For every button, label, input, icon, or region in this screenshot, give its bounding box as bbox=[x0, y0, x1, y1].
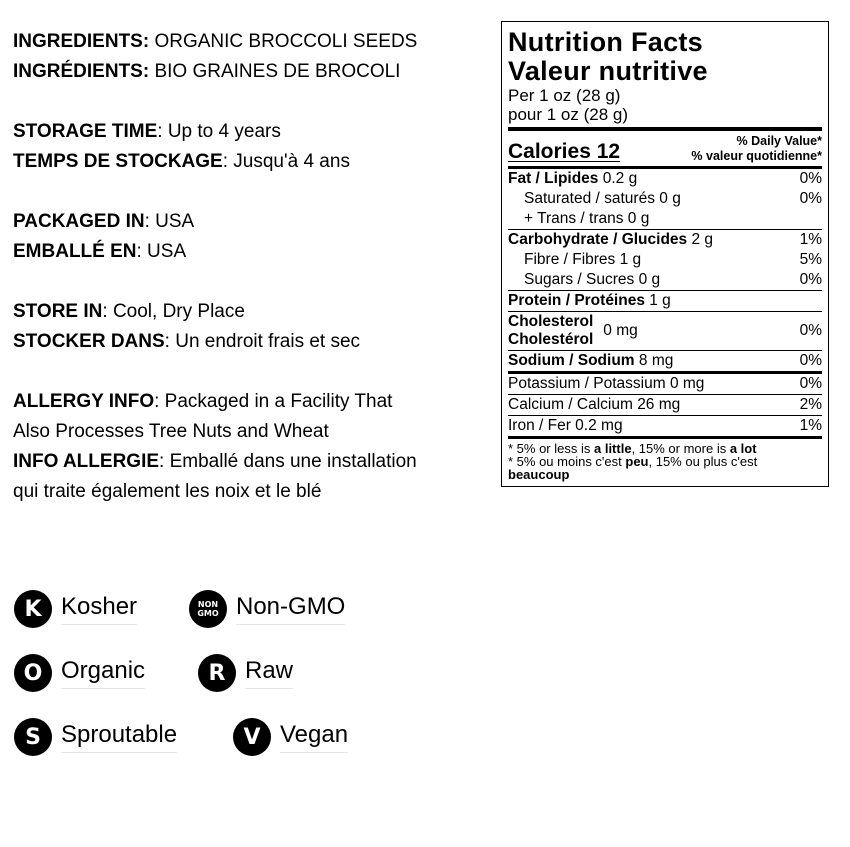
protein-row: Protein / Protéines 1 g bbox=[508, 292, 671, 309]
badge-label: Non-GMO bbox=[236, 593, 345, 625]
badge-non-gmo bbox=[189, 590, 345, 628]
allergy-block bbox=[13, 387, 483, 507]
iron-row: Iron / Fer 0.2 mg 1% bbox=[508, 417, 822, 434]
storage-label: STORAGE TIME bbox=[13, 121, 158, 142]
footnote-en: * 5% or less is a little, 15% or more is a lot bbox=[508, 441, 757, 456]
ingredients-value: ORGANIC BROCCOLI SEEDS bbox=[149, 31, 418, 52]
packaged-label: PACKAGED IN bbox=[13, 211, 145, 232]
badge-kosher bbox=[14, 590, 137, 628]
store-label: STORE IN bbox=[13, 301, 103, 322]
serving-size-en: Per 1 oz (28 g) bbox=[508, 86, 621, 105]
sugars-row: Sugars / Sucres 0 g 0% bbox=[524, 271, 822, 288]
storage-value: : Up to 4 years bbox=[157, 121, 281, 142]
packaged-value: : USA bbox=[144, 211, 195, 232]
badge-label: Raw bbox=[245, 657, 293, 689]
calcium-row: Calcium / Calcium 26 mg 2% bbox=[508, 396, 822, 413]
badge-sproutable bbox=[14, 718, 177, 756]
storage-fr-value: : Jusqu'à 4 ans bbox=[222, 151, 350, 172]
serving-size-fr: pour 1 oz (28 g) bbox=[508, 105, 629, 124]
raw-icon: R bbox=[198, 654, 236, 692]
carbohydrate-row: Carbohydrate / Glucides 2 g 1% bbox=[508, 231, 822, 248]
badge-label: Sproutable bbox=[61, 721, 177, 753]
store-block bbox=[13, 297, 483, 357]
allergy-fr-label: INFO ALLERGIE bbox=[13, 451, 160, 472]
allergy-value-1: : Packaged in a Facility That bbox=[154, 391, 393, 412]
saturated-row: Saturated / saturés 0 g 0% bbox=[524, 190, 822, 207]
allergy-fr-value-2: qui traite également les noix et le blé bbox=[13, 481, 322, 502]
badge-organic bbox=[14, 654, 145, 692]
storage-block bbox=[13, 117, 483, 177]
vegan-icon: V bbox=[233, 718, 271, 756]
packaged-fr-label: EMBALLÉ EN bbox=[13, 241, 137, 262]
nutrition-title-en: Nutrition Facts bbox=[508, 27, 704, 57]
product-info bbox=[13, 27, 483, 537]
nutrition-title-fr: Valeur nutritive bbox=[508, 56, 708, 86]
sproutable-icon: S bbox=[14, 718, 52, 756]
allergy-fr-value-1: : Emballé dans une installation bbox=[159, 451, 417, 472]
fibre-row: Fibre / Fibres 1 g 5% bbox=[524, 251, 822, 268]
storage-fr-label: TEMPS DE STOCKAGE bbox=[13, 151, 223, 172]
daily-value-header: % Daily Value* % valeur quotidienne* bbox=[691, 134, 822, 163]
ingredients-fr-label: INGRÉDIENTS: bbox=[13, 61, 150, 82]
badge-label: Vegan bbox=[280, 721, 348, 753]
ingredients-label: INGREDIENTS: bbox=[13, 31, 150, 52]
badge-label: Organic bbox=[61, 657, 145, 689]
trans-row: + Trans / trans 0 g bbox=[524, 210, 650, 227]
potassium-row: Potassium / Potassium 0 mg 0% bbox=[508, 375, 822, 392]
packaged-fr-value: : USA bbox=[136, 241, 187, 262]
footnote-fr-2: beaucoup bbox=[508, 467, 570, 482]
calories-label: Calories 12 bbox=[508, 140, 621, 163]
allergy-value-2: Also Processes Tree Nuts and Wheat bbox=[13, 421, 329, 442]
cholesterol-row: Cholesterol Cholestérol 0 mg 0% bbox=[508, 313, 822, 348]
fat-row: Fat / Lipides 0.2 g 0% bbox=[508, 170, 822, 187]
badge-vegan bbox=[233, 718, 348, 756]
ingredients-fr-value: BIO GRAINES DE BROCOLI bbox=[149, 61, 401, 82]
store-fr-label: STOCKER DANS bbox=[13, 331, 165, 352]
badge-label: Kosher bbox=[61, 593, 137, 625]
kosher-icon: K bbox=[14, 590, 52, 628]
ingredients-block bbox=[13, 27, 483, 87]
store-value: : Cool, Dry Place bbox=[102, 301, 245, 322]
organic-icon: O bbox=[14, 654, 52, 692]
sodium-row: Sodium / Sodium 8 mg 0% bbox=[508, 352, 822, 369]
footnote-fr: * 5% ou moins c'est peu, 15% ou plus c'est bbox=[508, 454, 758, 469]
allergy-label: ALLERGY INFO bbox=[13, 391, 155, 412]
calories-row bbox=[508, 131, 822, 166]
badge-raw bbox=[198, 654, 293, 692]
footnote bbox=[508, 439, 822, 481]
packaged-block bbox=[13, 207, 483, 267]
nutrition-facts-panel bbox=[501, 21, 829, 487]
non-gmo-icon: NON GMO bbox=[189, 590, 227, 628]
store-fr-value: : Un endroit frais et sec bbox=[164, 331, 361, 352]
